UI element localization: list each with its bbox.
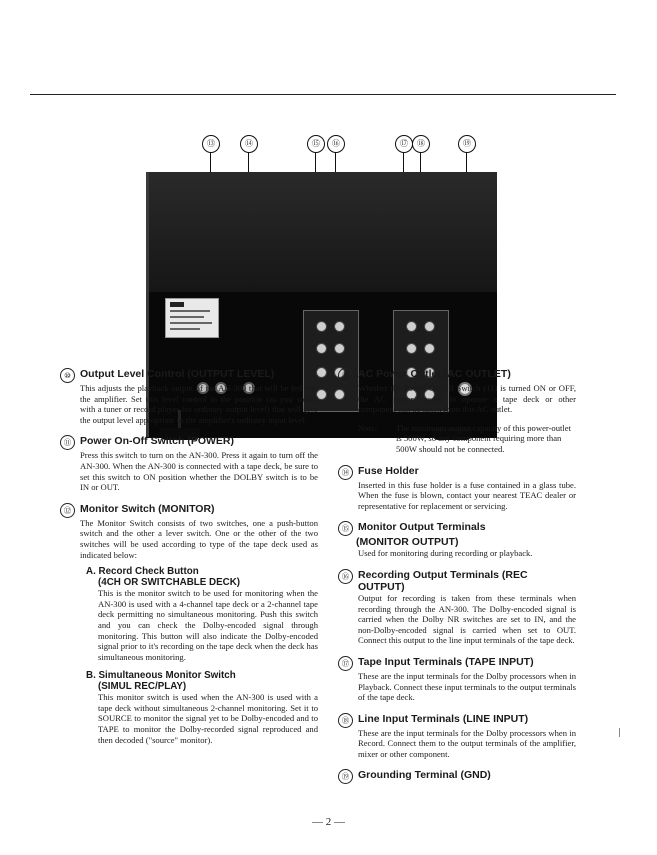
- item-number-19: ⑲: [338, 769, 353, 784]
- section-subtitle: (MONITOR OUTPUT): [356, 536, 459, 549]
- right-column: [338, 368, 576, 794]
- section-title: Output Level Control (OUTPUT LEVEL): [80, 368, 275, 380]
- section-body: These are the input terminals for the Dolby processors when in Record. Connect them to the output terminals of the amplifier, mixer or other component.: [358, 727, 576, 759]
- section-body: Used for monitoring during recording or playback.: [358, 548, 533, 559]
- section-body: These are the input terminals for the Dolby processors when in Playback. Connect these input terminals to the output terminals of the tape deck.: [358, 670, 576, 703]
- callout-13: ⑬: [202, 135, 220, 153]
- terminal-row: [400, 341, 444, 355]
- item-number-17: ⑰: [338, 656, 353, 671]
- section-output-level: [60, 368, 318, 425]
- plate-text-line: [170, 322, 212, 324]
- top-rule: [30, 94, 616, 95]
- subsection-simul-monitor: [86, 670, 318, 745]
- model-label-plate: [165, 298, 219, 338]
- section-tape-input: [338, 656, 576, 703]
- scan-mark: [619, 728, 620, 737]
- section-grounding: [338, 769, 576, 784]
- item-number-13: ⑬: [338, 368, 353, 383]
- subsection-record-check: [86, 566, 318, 662]
- section-ac-outlet: [338, 368, 576, 455]
- left-column: [60, 368, 318, 755]
- rear-panel-figure: [0, 120, 657, 330]
- note: [358, 423, 576, 455]
- subsection-subtitle: (SIMUL REC/PLAY): [98, 681, 187, 693]
- terminal-row: [400, 319, 444, 333]
- subsection-body: This monitor switch is used when the AN-300 is used with a tape deck without simultaneous 2-channel monitoring. Set it to SOURCE to monitor the signal yet to be Dolby-encoded and to TAPE to monitor the Dolby-recorded signal reproduced and then decoded ("source" monitor).: [98, 692, 318, 745]
- callout-18: ⑱: [412, 135, 430, 153]
- plate-text-line: [170, 328, 200, 330]
- section-title: Monitor Output Terminals: [358, 521, 486, 534]
- item-number-15: ⑮: [338, 521, 353, 536]
- section-rec-output: [338, 569, 576, 646]
- section-title: Fuse Holder: [358, 464, 419, 477]
- terminal-row: [310, 341, 354, 355]
- section-monitor-switch: [60, 503, 318, 746]
- terminal-row: [310, 319, 354, 333]
- section-title: Recording Output Terminals (REC OUTPUT): [358, 568, 528, 593]
- callout-14: ⑭: [240, 135, 258, 153]
- section-body: The Monitor Switch consists of two switches, one a push-button switch and the other a lever switch. One or the other of the two switches will be used according to type of the tape deck used as indicated below:: [80, 517, 318, 560]
- teac-logo: [170, 302, 184, 307]
- plate-text-line: [170, 310, 210, 312]
- section-title: Power On-Off Switch (POWER): [80, 435, 234, 448]
- section-line-input: [338, 713, 576, 760]
- section-title: Tape Input Terminals (TAPE INPUT): [358, 655, 534, 668]
- item-number-16: ⑯: [338, 569, 353, 584]
- callout-19: ⑲: [458, 135, 476, 153]
- item-number-12: ⑫: [60, 503, 75, 518]
- item-number-10: ⑩: [60, 368, 75, 383]
- device-chassis-top: [146, 172, 497, 292]
- subsection-title: B. Simultaneous Monitor Switch: [86, 670, 236, 682]
- section-power-switch: [60, 435, 318, 492]
- page-number: — 2 —: [312, 816, 345, 828]
- callout-17: ⑰: [395, 135, 413, 153]
- section-title: AC Power Outlet (AC OUTLET): [358, 368, 511, 380]
- subsection-subtitle: (4CH OR SWITCHABLE DECK): [98, 577, 241, 589]
- note-body: The maximum output capacity of this power-outlet is 500W, so any component requiring more than 500W should not be connected.: [396, 422, 572, 454]
- section-title: Line Input Terminals (LINE INPUT): [358, 712, 529, 725]
- item-number-11: ⑪: [60, 435, 75, 450]
- plate-text-line: [170, 316, 204, 318]
- item-number-18: ⑱: [338, 713, 353, 728]
- section-body: Inserted in this fuse holder is a fuse contained in a glass tube. When the fuse is blown, contact your nearest TEAC dealer or representative for replacement or servicing.: [358, 479, 576, 511]
- subsection-title: A. Record Check Button: [86, 566, 199, 578]
- section-title: Monitor Switch (MONITOR): [80, 502, 215, 515]
- section-body: Whether the Power On-Off Switch (11) is turned ON or OFF, the AC power needed to operate a tape deck or other component can be taken from this AC outlet.: [358, 383, 576, 415]
- note-label: Note:: [358, 422, 378, 433]
- section-body: Press this switch to turn on the AN-300. Press it again to turn off the AN-300. When the AN-300 is connected with a tape deck, be sure to set this switch to ON position whether the DOLBY switch is to be IN or OUT.: [80, 450, 318, 493]
- subsection-body: This is the monitor switch to be used for monitoring when the AN-300 is used with a 4-channel tape deck or a 2-channel tape deck permitting no simultaneous monitoring. Push this switch and you can check the Dolby-encoded signal through monitoring. This button will also indicate the Dolby-encoded signal prior to it's recording on the tape deck when the deck has simultaneous monitoring.: [98, 588, 318, 662]
- section-title: Grounding Terminal (GND): [358, 769, 491, 782]
- section-body: Output for recording is taken from these terminals when recording through the AN-300. The Dolby-encoded signal is carried when the Dolby NR switches are set to IN, and the non-Dolby-encoded signal is carried when set to OUT. Connect this output to the line input terminals of the tape deck.: [358, 592, 576, 646]
- callout-15: ⑮: [307, 135, 325, 153]
- section-body: This adjusts the playback output of the AN-300 that will be fed into the amplifier. Set this level control to the position (as you would with a tuner or record player for ordinary output level) that will give the output level appropriate to the amplifier's ordinary input level.: [80, 383, 318, 425]
- callout-16: ⑯: [327, 135, 345, 153]
- item-number-14: ⑭: [338, 465, 353, 480]
- section-fuse-holder: [338, 465, 576, 512]
- section-monitor-output: [338, 521, 576, 559]
